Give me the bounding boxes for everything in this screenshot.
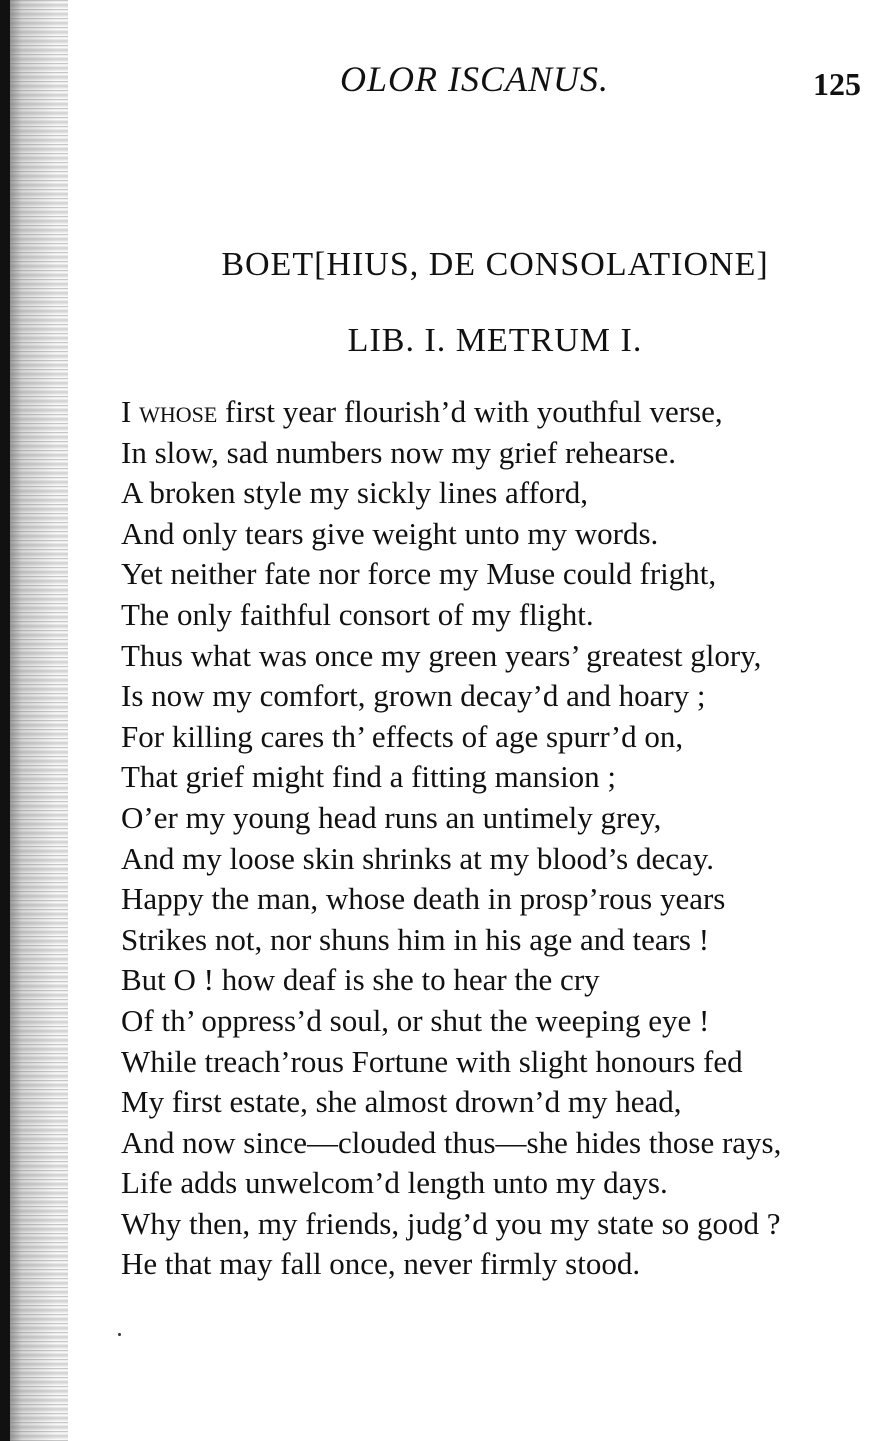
poem-line: And my loose skin shrinks at my blood’s decay. [121, 840, 714, 876]
print-speck [118, 1333, 121, 1336]
poem-body [121, 392, 781, 1285]
poem-line: Yet neither fate nor force my Muse could fright, [121, 556, 717, 592]
poem-line: For killing cares th’ effects of age spurr’d on, [121, 718, 684, 754]
running-title: OLOR ISCANUS. [340, 59, 610, 99]
poem-line: Why then, my friends, judg’d you my state so good ? [121, 1205, 781, 1241]
poem-line: Thus what was once my green years’ greatest glory, [121, 637, 762, 673]
binding-gutter-speckle [10, 0, 68, 1441]
poem-line: My first estate, she almost drown’d my head, [121, 1084, 682, 1120]
poem-line: Of th’ oppress’d soul, or shut the weeping eye ! [121, 1002, 710, 1038]
poem-line: Strikes not, nor shuns him in his age and tears ! [121, 921, 710, 957]
poem-line: Is now my comfort, grown decay’d and hoary ; [121, 678, 706, 714]
poem-line: And now since—clouded thus—she hides those rays, [121, 1124, 782, 1160]
poem-line: A broken style my sickly lines afford, [121, 475, 588, 511]
poem-line: But O ! how deaf is she to hear the cry [121, 962, 600, 998]
poem-line: He that may fall once, never firmly stood. [121, 1246, 641, 1282]
first-line-rest: first year flourish’d with youthful verse, [217, 394, 723, 429]
poem-line: Happy the man, whose death in prosp’rous years [121, 881, 726, 917]
page-number: 125 [813, 66, 861, 102]
poem-line: Life adds unwelcom’d length unto my days. [121, 1165, 668, 1201]
poem-title: BOET[HIUS, DE CONSOLATIONE] [221, 246, 769, 283]
poem-line [121, 392, 781, 433]
poem-subtitle: LIB. I. METRUM I. [347, 322, 643, 359]
first-word-initial: I [121, 394, 140, 429]
poem-line: The only faithful consort of my flight. [121, 596, 594, 632]
poem-line: And only tears give weight unto my words. [121, 515, 659, 551]
poem-line: That grief might find a fitting mansion ; [121, 759, 617, 795]
poem-line: In slow, sad numbers now my grief rehearse. [121, 434, 676, 470]
poem-line: O’er my young head runs an untimely grey, [121, 799, 662, 835]
binding-gutter-shadow [0, 0, 10, 1441]
poem-line: While treach’rous Fortune with slight honours fed [121, 1043, 743, 1079]
first-word-smallcaps: whose [139, 394, 218, 429]
